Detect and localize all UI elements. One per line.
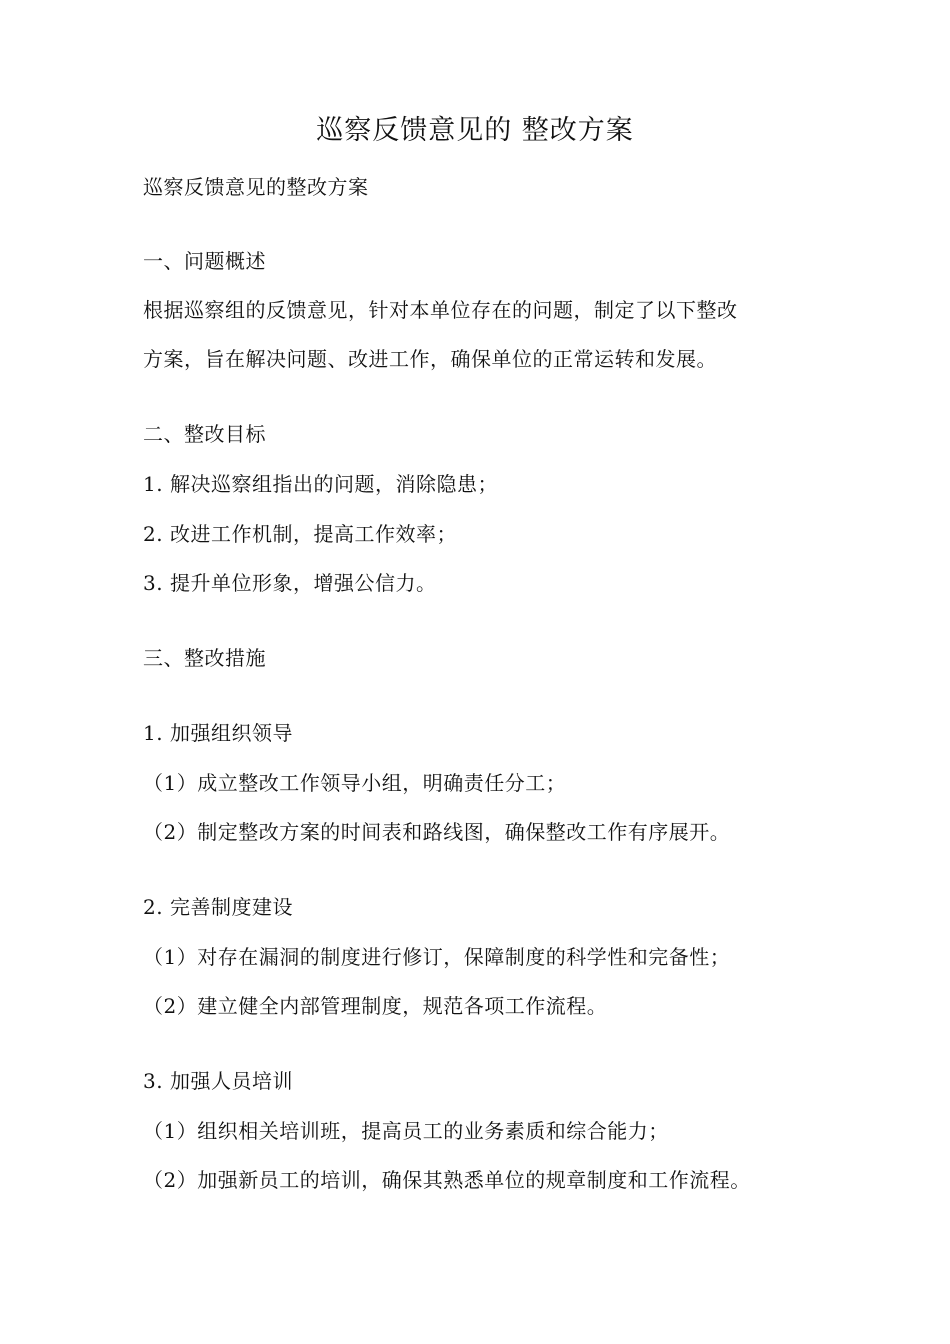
measure-item: （2）制定整改方案的时间表和路线图，确保整改工作有序展开。 xyxy=(143,820,731,844)
goal-item: 3. 提升单位形象，增强公信力。 xyxy=(143,571,437,595)
measure-heading: 3. 加强人员培训 xyxy=(143,1069,293,1093)
overview-paragraph-line: 方案，旨在解决问题、改进工作，确保单位的正常运转和发展。 xyxy=(143,347,717,371)
goal-item: 2. 改进工作机制，提高工作效率； xyxy=(143,522,457,546)
section-heading-goals: 二、整改目标 xyxy=(143,422,266,446)
measure-item: （1）组织相关培训班，提高员工的业务素质和综合能力； xyxy=(143,1119,669,1143)
measure-item: （2）建立健全内部管理制度，规范各项工作流程。 xyxy=(143,994,608,1018)
goal-item: 1. 解决巡察组指出的问题，消除隐患； xyxy=(143,472,498,496)
measure-heading: 2. 完善制度建设 xyxy=(143,895,293,919)
measure-item: （2）加强新员工的培训，确保其熟悉单位的规章制度和工作流程。 xyxy=(143,1168,751,1192)
measure-item: （1）成立整改工作领导小组，明确责任分工； xyxy=(143,771,567,795)
measure-heading: 1. 加强组织领导 xyxy=(143,721,293,745)
measure-item: （1）对存在漏洞的制度进行修订，保障制度的科学性和完备性； xyxy=(143,945,731,969)
document-subtitle: 巡察反馈意见的整改方案 xyxy=(143,175,369,199)
section-heading-overview: 一、问题概述 xyxy=(143,249,266,273)
section-heading-measures: 三、整改措施 xyxy=(143,646,266,670)
overview-paragraph-line: 根据巡察组的反馈意见，针对本单位存在的问题，制定了以下整改 xyxy=(143,298,738,322)
document-title: 巡察反馈意见的 整改方案 xyxy=(316,115,634,146)
